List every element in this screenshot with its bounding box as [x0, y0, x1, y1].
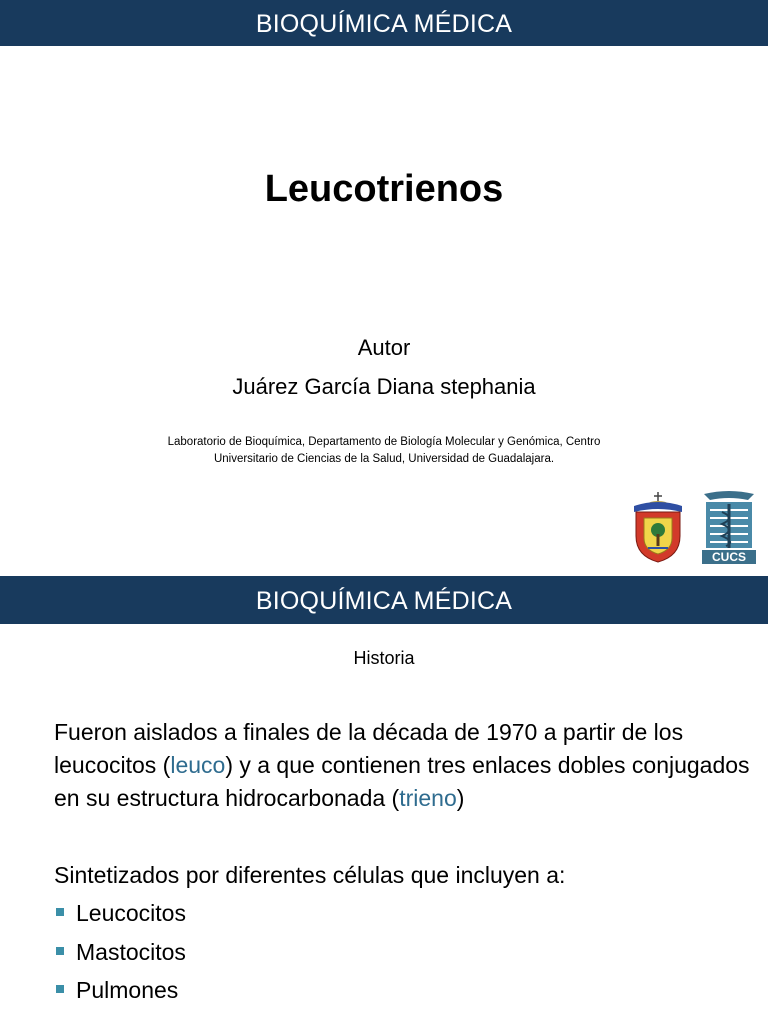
bullets-intro: Sintetizados por diferentes células que incluyen a:: [54, 862, 566, 888]
history-paragraph: [54, 716, 754, 815]
list-item-label: Pulmones: [76, 977, 179, 1003]
affiliation-line: Universitario de Ciencias de la Salud, Universidad de Guadalajara.: [213, 453, 555, 465]
author-label: Autor: [357, 335, 411, 360]
slide-title: Leucotrienos: [264, 168, 504, 210]
paragraph-text: Fueron aislados a finales de la década de 1970 a partir de los leucocitos (: [54, 719, 684, 778]
author-name: Juárez García Diana stephania: [232, 374, 536, 399]
paragraph-text: ): [456, 785, 465, 811]
udg-crest-logo: [628, 490, 688, 564]
cucs-logo: [700, 488, 758, 568]
list-item: [54, 900, 186, 939]
list-item-label: Mastocitos: [76, 938, 186, 965]
bullet-square-icon: [56, 908, 64, 916]
list-item: [54, 977, 186, 1016]
affiliation-line: Laboratorio de Bioquímica, Departamento de Biología Molecular y Genómica, Centro: [167, 436, 601, 448]
list-item: [54, 939, 186, 978]
affiliation: [120, 434, 648, 468]
paragraph-text: ) y a que contienen tres enlaces dobles conjugados en su estructura hidrocarbonada (: [54, 752, 750, 811]
cell-list: [54, 900, 186, 1016]
bullet-square-icon: [56, 985, 64, 993]
bullet-square-icon: [56, 947, 64, 955]
slide-header: BIOQUÍMICA MÉDICA: [0, 576, 768, 624]
term-leuco: leuco: [170, 752, 226, 778]
list-item-label: Leucocitos: [76, 900, 186, 926]
term-trieno: trieno: [399, 785, 457, 811]
cucs-logo-text: CUCS: [711, 550, 747, 564]
slide-subtitle: Historia: [353, 648, 415, 668]
slide-header: BIOQUÍMICA MÉDICA: [0, 0, 768, 46]
history-slide: [0, 576, 768, 1024]
